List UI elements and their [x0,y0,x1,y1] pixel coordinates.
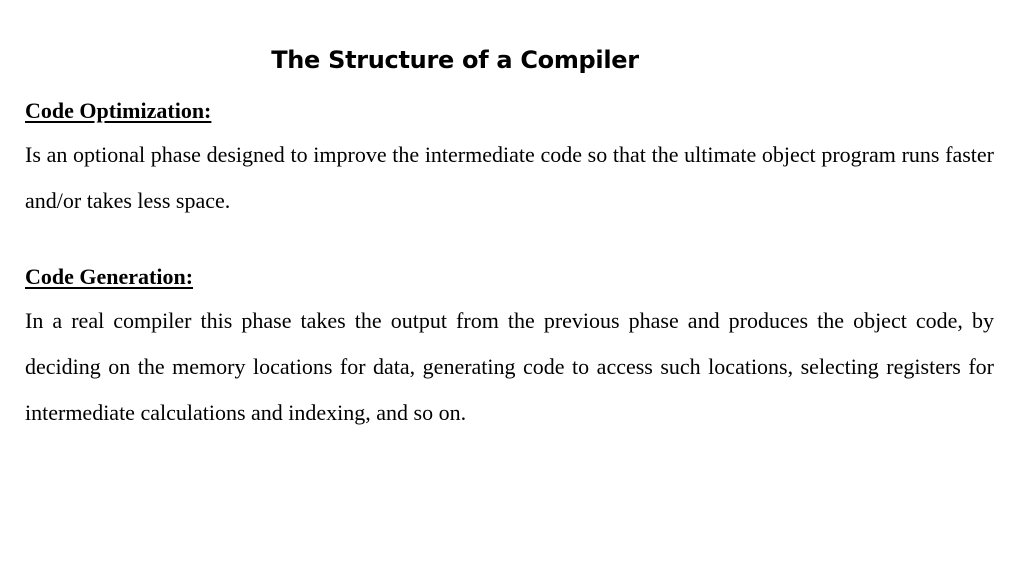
section-heading: Code Optimization: [25,98,212,123]
section-heading: Code Generation: [25,264,194,289]
section-code-generation [25,262,994,436]
section-code-optimization [25,96,994,224]
slide-title: The Structure of a Compiler [271,46,639,74]
section-body: Is an optional phase designed to improve the intermediate code so that the ultimate object program runs faster and/or takes less space. [25,142,994,213]
section-body: In a real compiler this phase takes the output from the previous phase and produces the object code, by deciding on the memory locations for data, generating code to access such locations, selecting registers for intermediate calculations and indexing, and so on. [25,308,994,425]
